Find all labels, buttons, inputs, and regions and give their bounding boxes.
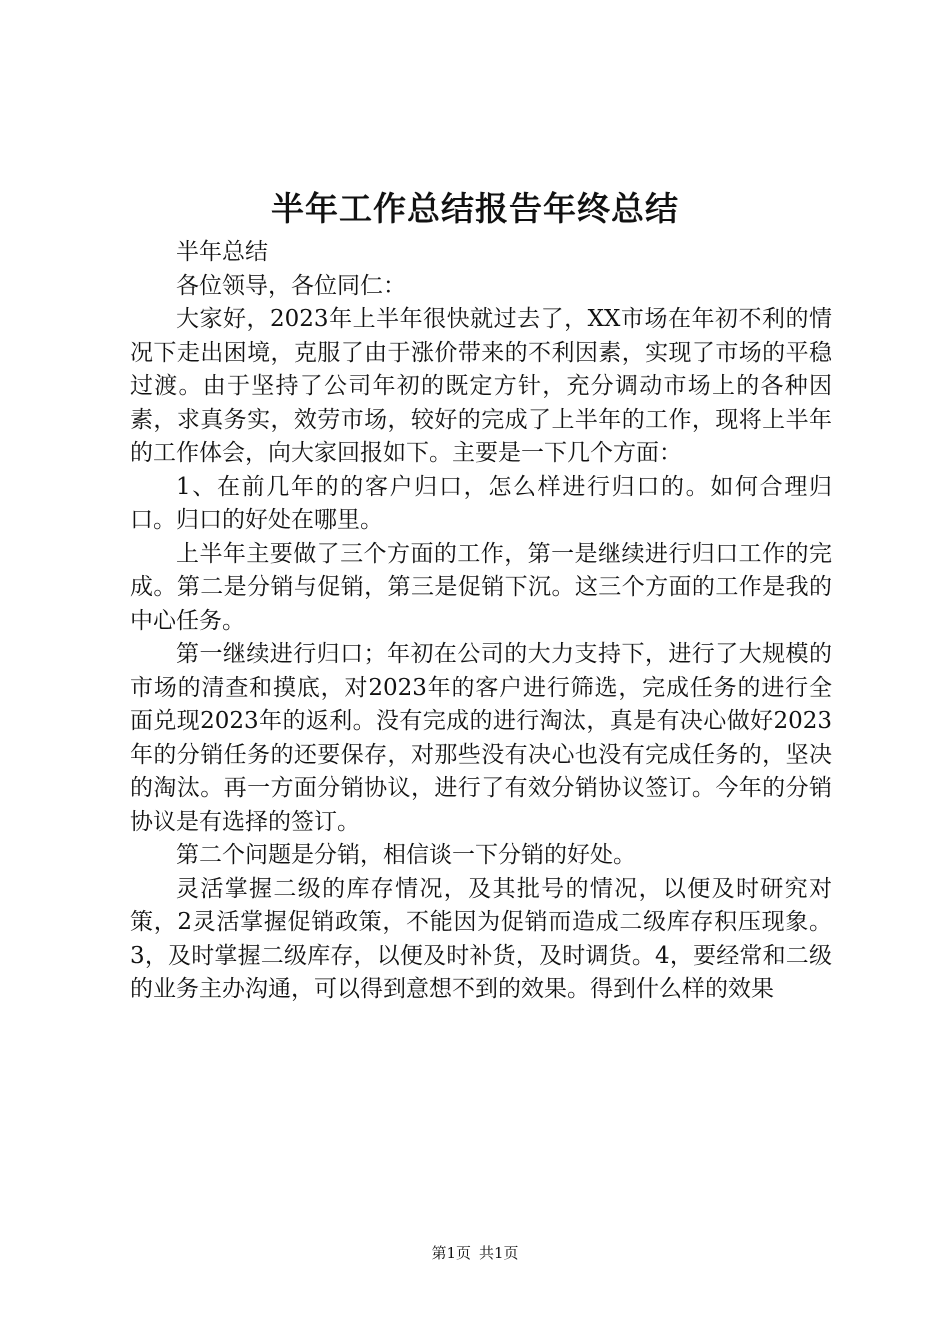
page-number: 第1页 xyxy=(431,1244,471,1262)
paragraph-three-aspects: 上半年主要做了三个方面的工作，第一是继续进行归口工作的完成。第二是分销与促销，第三是促销下沉。这三个方面的工作是我的中心任务。 xyxy=(130,540,832,634)
paragraph-salutation: 各位领导，各位同仁： xyxy=(176,272,406,299)
document-body xyxy=(130,236,832,1007)
page-total: 共1页 xyxy=(479,1244,519,1262)
paragraph-inventory: 灵活掌握二级的库存情况，及其批号的情况，以便及时研究对策，2灵活掌握促销政策，不能因为促销而造成二级库存积压现象。3，及时掌握二级库存，以便及时补货，及时调货。4，要经常和二级的业务主办沟通，可以得到意想不到的效果。得到什么样的效果 xyxy=(130,875,832,1002)
paragraph-intro: 大家好，2023年上半年很快就过去了，XX市场在年初不利的情况下走出困境，克服了由于涨价带来的不利因素，实现了市场的平稳过渡。由于坚持了公司年初的既定方针，充分调动市场上的各种因素，求真务实，效劳市场，较好的完成了上半年的工作，现将上半年的工作体会，向大家回报如下。主要是一下几个方面： xyxy=(130,306,832,466)
paragraph-first-task: 第一继续进行归口；年初在公司的大力支持下，进行了大规模的市场的清查和摸底，对2023年的客户进行筛选，完成任务的进行全面兑现2023年的返利。没有完成的进行淘汰，真是有决心做好2023年的分销任务的还要保存，对那些没有决心也没有完成任务的，坚决的淘汰。再一方面分销协议，进行了有效分销协议签订。今年的分销协议是有选择的签订。 xyxy=(130,641,832,835)
paragraph-second-issue: 第二个问题是分销，相信谈一下分销的好处。 xyxy=(176,842,636,868)
paragraph-heading: 半年总结 xyxy=(176,239,268,265)
document-title: 半年工作总结报告年终总结 xyxy=(271,189,679,228)
paragraph-point-1: 1、在前几年的的客户归口，怎么样进行归口的。如何合理归口。归口的好处在哪里。 xyxy=(130,473,832,533)
page-footer xyxy=(0,1243,950,1263)
